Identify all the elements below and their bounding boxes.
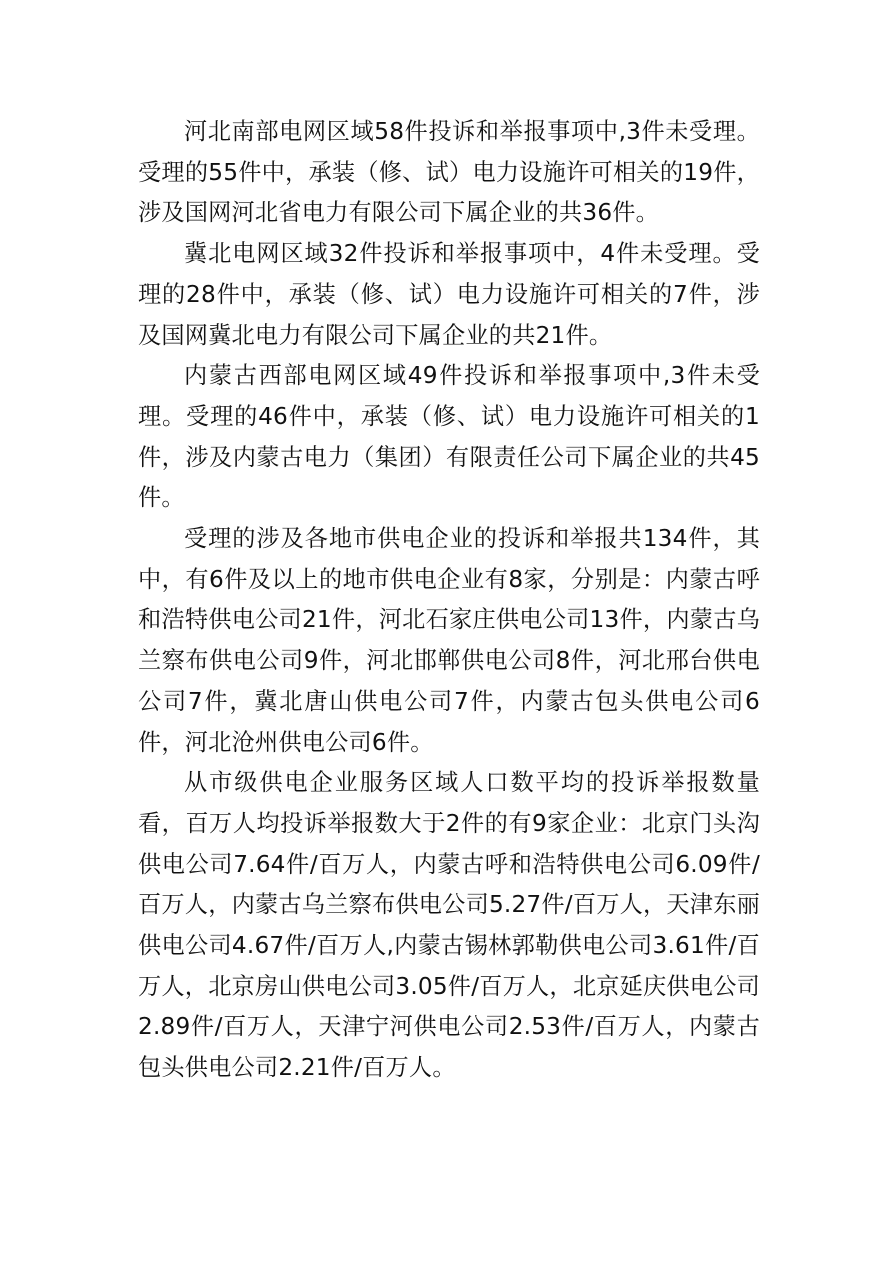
document-body: [138, 112, 760, 1089]
paragraph-city-supply-companies: 受理的涉及各地市供电企业的投诉和举报共134件，其中，有6件及以上的地市供电企业有8家，分别是：内蒙古呼和浩特供电公司21件，河北石家庄供电公司13件，内蒙古乌兰察布供电公司9件，河北邯郸供电公司8件，河北邢台供电公司7件，冀北唐山供电公司7件，内蒙古包头供电公司6件，河北沧州供电公司6件。: [138, 525, 760, 756]
paragraph-per-million-complaints: 从市级供电企业服务区域人口数平均的投诉举报数量看，百万人均投诉举报数大于2件的有9家企业：北京门头沟供电公司7.64件/百万人，内蒙古呼和浩特供电公司6.09件/百万人，内蒙古乌兰察布供电公司5.27件/百万人，天津东丽供电公司4.67件/百万人,内蒙古锡林郭勒供电公司3.61件/百万人，北京房山供电公司3.05件/百万人，北京延庆供电公司2.89件/百万人，天津宁河供电公司2.53件/百万人，内蒙古包头供电公司2.21件/百万人。: [138, 769, 760, 1082]
paragraph-inner-mongolia-west-grid: 内蒙古西部电网区域49件投诉和举报事项中,3件未受理。受理的46件中，承装（修、试）电力设施许可相关的1件，涉及内蒙古电力（集团）有限责任公司下属企业的共45件。: [138, 362, 760, 512]
paragraph-hebei-south-grid: 河北南部电网区域58件投诉和举报事项中,3件未受理。受理的55件中，承装（修、试）电力设施许可相关的19件，涉及国网河北省电力有限公司下属企业的共36件。: [138, 118, 760, 227]
paragraph-jibei-grid: 冀北电网区域32件投诉和举报事项中，4件未受理。受理的28件中，承装（修、试）电力设施许可相关的7件，涉及国网冀北电力有限公司下属企业的共21件。: [138, 240, 760, 349]
